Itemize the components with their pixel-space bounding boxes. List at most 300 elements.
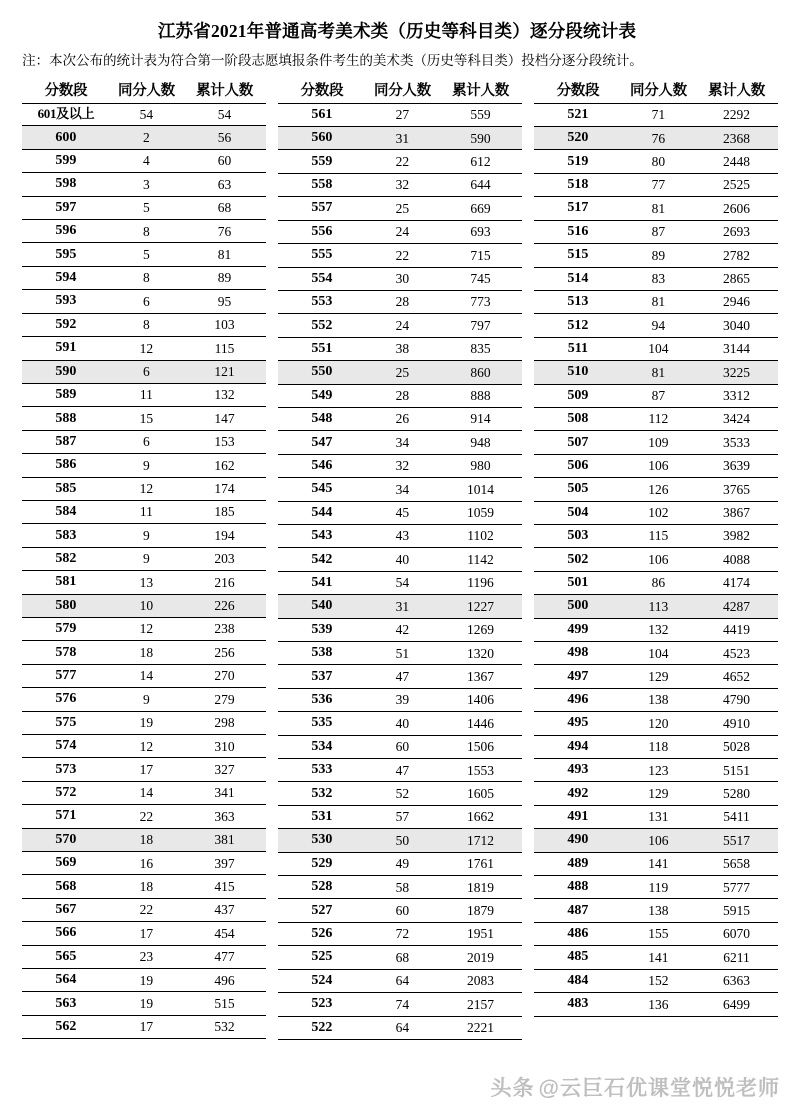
- cell-score: 524: [278, 969, 366, 992]
- cell-same-count: 40: [366, 712, 439, 735]
- cell-cumulative-count: 185: [183, 500, 266, 523]
- cell-same-count: 54: [110, 103, 183, 126]
- table-row: [534, 665, 778, 688]
- cell-score: 512: [534, 314, 622, 337]
- cell-cumulative-count: 1269: [439, 618, 522, 641]
- table-row: [22, 875, 266, 898]
- cell-same-count: 25: [366, 361, 439, 384]
- cell-score: 493: [534, 759, 622, 782]
- table-row: [22, 547, 266, 570]
- table-row: [278, 735, 522, 758]
- table-row: [278, 993, 522, 1016]
- cell-score: 534: [278, 735, 366, 758]
- cell-same-count: 81: [622, 361, 695, 384]
- table-row: [534, 618, 778, 641]
- cell-score: 590: [22, 360, 110, 383]
- table-row: [22, 664, 266, 687]
- cell-same-count: 18: [110, 875, 183, 898]
- cell-same-count: 32: [366, 454, 439, 477]
- cell-cumulative-count: 1761: [439, 852, 522, 875]
- table-row: [22, 571, 266, 594]
- cell-score: 587: [22, 430, 110, 453]
- cell-cumulative-count: 1142: [439, 548, 522, 571]
- cell-score: 494: [534, 735, 622, 758]
- table-row: [22, 383, 266, 406]
- cell-cumulative-count: 1014: [439, 478, 522, 501]
- cell-score: 555: [278, 244, 366, 267]
- cell-same-count: 6: [110, 430, 183, 453]
- cell-same-count: 58: [366, 876, 439, 899]
- cell-same-count: 22: [110, 805, 183, 828]
- table-row: [278, 478, 522, 501]
- cell-cumulative-count: 590: [439, 127, 522, 150]
- cell-same-count: 34: [366, 431, 439, 454]
- cell-same-count: 26: [366, 407, 439, 430]
- cell-cumulative-count: 1446: [439, 712, 522, 735]
- table-row: [22, 617, 266, 640]
- cell-same-count: 9: [110, 688, 183, 711]
- cell-score: 583: [22, 524, 110, 547]
- cell-cumulative-count: 194: [183, 524, 266, 547]
- cell-score: 559: [278, 150, 366, 173]
- cell-cumulative-count: 153: [183, 430, 266, 453]
- cell-same-count: 23: [110, 945, 183, 968]
- table-row: [22, 407, 266, 430]
- cell-same-count: 18: [110, 828, 183, 851]
- cell-same-count: 8: [110, 313, 183, 336]
- cell-score: 533: [278, 759, 366, 782]
- table-row: [534, 431, 778, 454]
- cell-score: 540: [278, 595, 366, 618]
- cell-score: 557: [278, 197, 366, 220]
- cell-score: 498: [534, 642, 622, 665]
- table-row: [22, 945, 266, 968]
- cell-score: 550: [278, 361, 366, 384]
- cell-cumulative-count: 3144: [695, 337, 778, 360]
- table-row: [278, 454, 522, 477]
- cell-cumulative-count: 415: [183, 875, 266, 898]
- table-row: [534, 454, 778, 477]
- cell-score: 572: [22, 781, 110, 804]
- cell-score: 547: [278, 431, 366, 454]
- table-row: [22, 524, 266, 547]
- cell-same-count: 102: [622, 501, 695, 524]
- cell-score: 530: [278, 829, 366, 852]
- table-row: [22, 149, 266, 172]
- cell-score: 558: [278, 173, 366, 196]
- table-row: [278, 571, 522, 594]
- cell-score: 508: [534, 407, 622, 430]
- cell-cumulative-count: 2368: [695, 127, 778, 150]
- cell-same-count: 5: [110, 243, 183, 266]
- table-row: [534, 759, 778, 782]
- cell-score: 500: [534, 595, 622, 618]
- cell-cumulative-count: 103: [183, 313, 266, 336]
- cell-score: 548: [278, 407, 366, 430]
- cell-score: 542: [278, 548, 366, 571]
- table-row: [278, 1016, 522, 1039]
- cell-score: 505: [534, 478, 622, 501]
- table-body-3: [534, 103, 778, 1016]
- cell-same-count: 141: [622, 946, 695, 969]
- table-row: [278, 805, 522, 828]
- table-row: [534, 197, 778, 220]
- cell-score: 489: [534, 852, 622, 875]
- table-row: [534, 735, 778, 758]
- header-cumulative-count: 累计人数: [183, 78, 266, 104]
- cell-same-count: 94: [622, 314, 695, 337]
- cell-same-count: 113: [622, 595, 695, 618]
- table-row: [534, 524, 778, 547]
- table-row: [22, 594, 266, 617]
- cell-same-count: 13: [110, 571, 183, 594]
- cell-same-count: 34: [366, 478, 439, 501]
- cell-cumulative-count: 2782: [695, 244, 778, 267]
- cell-same-count: 49: [366, 852, 439, 875]
- cell-cumulative-count: 76: [183, 220, 266, 243]
- cell-same-count: 87: [622, 220, 695, 243]
- cell-score: 537: [278, 665, 366, 688]
- cell-cumulative-count: 1102: [439, 524, 522, 547]
- cell-score: 578: [22, 641, 110, 664]
- table-body-2: [278, 103, 522, 1039]
- table-row: [278, 922, 522, 945]
- table-row: [278, 431, 522, 454]
- cell-cumulative-count: 532: [183, 1015, 266, 1038]
- cell-cumulative-count: 54: [183, 103, 266, 126]
- cell-same-count: 28: [366, 384, 439, 407]
- cell-cumulative-count: 279: [183, 688, 266, 711]
- cell-cumulative-count: 1712: [439, 829, 522, 852]
- cell-score: 491: [534, 805, 622, 828]
- cell-score: 556: [278, 220, 366, 243]
- cell-score: 575: [22, 711, 110, 734]
- cell-score: 499: [534, 618, 622, 641]
- cell-cumulative-count: 341: [183, 781, 266, 804]
- cell-same-count: 86: [622, 571, 695, 594]
- cell-same-count: 104: [622, 337, 695, 360]
- cell-cumulative-count: 4088: [695, 548, 778, 571]
- cell-cumulative-count: 2157: [439, 993, 522, 1016]
- cell-score: 566: [22, 922, 110, 945]
- cell-cumulative-count: 6363: [695, 969, 778, 992]
- cell-same-count: 138: [622, 688, 695, 711]
- table-row: [22, 1015, 266, 1038]
- table-row: [22, 173, 266, 196]
- cell-cumulative-count: 6499: [695, 993, 778, 1016]
- cell-score: 492: [534, 782, 622, 805]
- cell-score: 484: [534, 969, 622, 992]
- cell-cumulative-count: 948: [439, 431, 522, 454]
- table-row: [534, 922, 778, 945]
- cell-same-count: 43: [366, 524, 439, 547]
- cell-same-count: 17: [110, 758, 183, 781]
- cell-same-count: 25: [366, 197, 439, 220]
- cell-score: 553: [278, 290, 366, 313]
- cell-same-count: 22: [110, 898, 183, 921]
- table-row: [534, 899, 778, 922]
- cell-same-count: 106: [622, 829, 695, 852]
- cell-same-count: 39: [366, 688, 439, 711]
- table-row: [278, 173, 522, 196]
- cell-score: 516: [534, 220, 622, 243]
- table-row: [22, 828, 266, 851]
- cell-same-count: 132: [622, 618, 695, 641]
- cell-score: 576: [22, 688, 110, 711]
- cell-same-count: 31: [366, 127, 439, 150]
- table-row: [278, 150, 522, 173]
- cell-score: 525: [278, 946, 366, 969]
- cell-cumulative-count: 132: [183, 383, 266, 406]
- cell-same-count: 9: [110, 454, 183, 477]
- watermark: [491, 1072, 780, 1102]
- table-row: [22, 360, 266, 383]
- cell-cumulative-count: 477: [183, 945, 266, 968]
- cell-score: 528: [278, 876, 366, 899]
- cell-same-count: 18: [110, 641, 183, 664]
- header-cumulative-count: 累计人数: [695, 78, 778, 104]
- table-row: [278, 852, 522, 875]
- table-row: [278, 759, 522, 782]
- table-note: 注：本次公布的统计表为符合第一阶段志愿填报条件考生的美术类（历史等科目类）投档分逐分段统计。: [22, 52, 643, 68]
- table-row: [534, 103, 778, 126]
- table-row: [278, 618, 522, 641]
- cell-same-count: 42: [366, 618, 439, 641]
- cell-score: 523: [278, 993, 366, 1016]
- table-row: [534, 782, 778, 805]
- cell-same-count: 9: [110, 547, 183, 570]
- cell-same-count: 24: [366, 314, 439, 337]
- cell-score: 483: [534, 993, 622, 1016]
- cell-cumulative-count: 669: [439, 197, 522, 220]
- cell-score: 551: [278, 337, 366, 360]
- cell-score: 579: [22, 617, 110, 640]
- table-row: [22, 641, 266, 664]
- table-row: [22, 243, 266, 266]
- table-row: [534, 642, 778, 665]
- table-header-2: [278, 78, 522, 104]
- table-row: [22, 758, 266, 781]
- cell-same-count: 54: [366, 571, 439, 594]
- cell-same-count: 115: [622, 524, 695, 547]
- cell-cumulative-count: 363: [183, 805, 266, 828]
- cell-score: 529: [278, 852, 366, 875]
- cell-cumulative-count: 298: [183, 711, 266, 734]
- cell-cumulative-count: 4174: [695, 571, 778, 594]
- table-row: [278, 384, 522, 407]
- header-score: 分数段: [534, 78, 622, 104]
- cell-score: 504: [534, 501, 622, 524]
- header-same-count: 同分人数: [110, 78, 183, 104]
- cell-cumulative-count: 773: [439, 290, 522, 313]
- table-row: [22, 781, 266, 804]
- table-row: [278, 524, 522, 547]
- cell-same-count: 12: [110, 735, 183, 758]
- table-row: [278, 127, 522, 150]
- cell-same-count: 89: [622, 244, 695, 267]
- cell-cumulative-count: 3424: [695, 407, 778, 430]
- cell-same-count: 104: [622, 642, 695, 665]
- cell-score: 593: [22, 290, 110, 313]
- table-row: [22, 337, 266, 360]
- cell-score: 597: [22, 196, 110, 219]
- cell-score: 532: [278, 782, 366, 805]
- table-row: [22, 735, 266, 758]
- table-row: [22, 290, 266, 313]
- cell-cumulative-count: 496: [183, 969, 266, 992]
- table-row: [22, 313, 266, 336]
- cell-same-count: 40: [366, 548, 439, 571]
- cell-cumulative-count: 63: [183, 173, 266, 196]
- cell-same-count: 129: [622, 665, 695, 688]
- cell-cumulative-count: 2606: [695, 197, 778, 220]
- table-row: [278, 548, 522, 571]
- cell-cumulative-count: 4910: [695, 712, 778, 735]
- table-row: [22, 852, 266, 875]
- cell-score: 554: [278, 267, 366, 290]
- table-row: [534, 220, 778, 243]
- cell-score: 594: [22, 266, 110, 289]
- cell-same-count: 15: [110, 407, 183, 430]
- cell-score: 502: [534, 548, 622, 571]
- table-row: [22, 711, 266, 734]
- cell-same-count: 6: [110, 360, 183, 383]
- cell-cumulative-count: 5915: [695, 899, 778, 922]
- cell-cumulative-count: 2292: [695, 103, 778, 126]
- cell-cumulative-count: 693: [439, 220, 522, 243]
- cell-score: 574: [22, 735, 110, 758]
- cell-score: 521: [534, 103, 622, 126]
- cell-same-count: 3: [110, 173, 183, 196]
- cell-score: 563: [22, 992, 110, 1015]
- cell-cumulative-count: 81: [183, 243, 266, 266]
- table-row: [278, 267, 522, 290]
- table-row: [278, 946, 522, 969]
- table-row: [534, 150, 778, 173]
- cell-cumulative-count: 216: [183, 571, 266, 594]
- cell-score: 497: [534, 665, 622, 688]
- cell-same-count: 50: [366, 829, 439, 852]
- table-row: [22, 992, 266, 1015]
- cell-cumulative-count: 3312: [695, 384, 778, 407]
- cell-cumulative-count: 5658: [695, 852, 778, 875]
- cell-cumulative-count: 1553: [439, 759, 522, 782]
- cell-score: 570: [22, 828, 110, 851]
- cell-score: 487: [534, 899, 622, 922]
- cell-same-count: 74: [366, 993, 439, 1016]
- watermark-handle: @云巨石优课堂悦悦老师: [538, 1077, 780, 1100]
- table-row: [278, 782, 522, 805]
- cell-score: 592: [22, 313, 110, 336]
- cell-score: 518: [534, 173, 622, 196]
- cell-score: 561: [278, 103, 366, 126]
- table-row: [534, 993, 778, 1016]
- cell-cumulative-count: 1506: [439, 735, 522, 758]
- cell-cumulative-count: 1406: [439, 688, 522, 711]
- table-row: [278, 197, 522, 220]
- table-row: [278, 361, 522, 384]
- table-row: [278, 712, 522, 735]
- cell-cumulative-count: 6070: [695, 922, 778, 945]
- table-row: [534, 712, 778, 735]
- score-table-panel-2: [278, 78, 522, 1040]
- cell-score: 490: [534, 829, 622, 852]
- cell-cumulative-count: 4287: [695, 595, 778, 618]
- cell-score: 581: [22, 571, 110, 594]
- cell-score: 488: [534, 876, 622, 899]
- table-row: [534, 361, 778, 384]
- table-row: [278, 244, 522, 267]
- cell-cumulative-count: 454: [183, 922, 266, 945]
- cell-cumulative-count: 3040: [695, 314, 778, 337]
- cell-cumulative-count: 5151: [695, 759, 778, 782]
- cell-same-count: 14: [110, 781, 183, 804]
- cell-same-count: 136: [622, 993, 695, 1016]
- cell-score: 560: [278, 127, 366, 150]
- header-score: 分数段: [278, 78, 366, 104]
- cell-same-count: 2: [110, 126, 183, 149]
- table-row: [22, 805, 266, 828]
- cell-cumulative-count: 1819: [439, 876, 522, 899]
- cell-cumulative-count: 1196: [439, 571, 522, 594]
- cell-same-count: 118: [622, 735, 695, 758]
- cell-same-count: 152: [622, 969, 695, 992]
- cell-same-count: 16: [110, 852, 183, 875]
- cell-score: 573: [22, 758, 110, 781]
- table-row: [278, 501, 522, 524]
- cell-score: 496: [534, 688, 622, 711]
- table-row: [534, 337, 778, 360]
- table-body-1: [22, 103, 266, 1039]
- table-row: [534, 969, 778, 992]
- cell-same-count: 87: [622, 384, 695, 407]
- cell-score: 595: [22, 243, 110, 266]
- cell-score: 543: [278, 524, 366, 547]
- table-row: [278, 642, 522, 665]
- cell-cumulative-count: 1059: [439, 501, 522, 524]
- cell-score: 546: [278, 454, 366, 477]
- cell-cumulative-count: 3982: [695, 524, 778, 547]
- header-same-count: 同分人数: [622, 78, 695, 104]
- cell-score: 591: [22, 337, 110, 360]
- cell-score: 495: [534, 712, 622, 735]
- table-row: [22, 266, 266, 289]
- cell-same-count: 77: [622, 173, 695, 196]
- cell-score: 582: [22, 547, 110, 570]
- cell-cumulative-count: 3533: [695, 431, 778, 454]
- table-row: [278, 290, 522, 313]
- cell-cumulative-count: 174: [183, 477, 266, 500]
- table-row: [22, 126, 266, 149]
- cell-cumulative-count: 203: [183, 547, 266, 570]
- cell-cumulative-count: 3639: [695, 454, 778, 477]
- cell-cumulative-count: 980: [439, 454, 522, 477]
- table-row: [278, 407, 522, 430]
- cell-cumulative-count: 1879: [439, 899, 522, 922]
- table-row: [22, 196, 266, 219]
- table-row: [278, 688, 522, 711]
- table-header-3: [534, 78, 778, 104]
- cell-cumulative-count: 835: [439, 337, 522, 360]
- table-row: [22, 220, 266, 243]
- table-row: [534, 173, 778, 196]
- page-title: 江苏省2021年普通高考美术类（历史等科目类）逐分段统计表: [157, 21, 637, 41]
- cell-score: 549: [278, 384, 366, 407]
- table-row: [534, 244, 778, 267]
- cell-cumulative-count: 56: [183, 126, 266, 149]
- table-row: [278, 220, 522, 243]
- cell-same-count: 10: [110, 594, 183, 617]
